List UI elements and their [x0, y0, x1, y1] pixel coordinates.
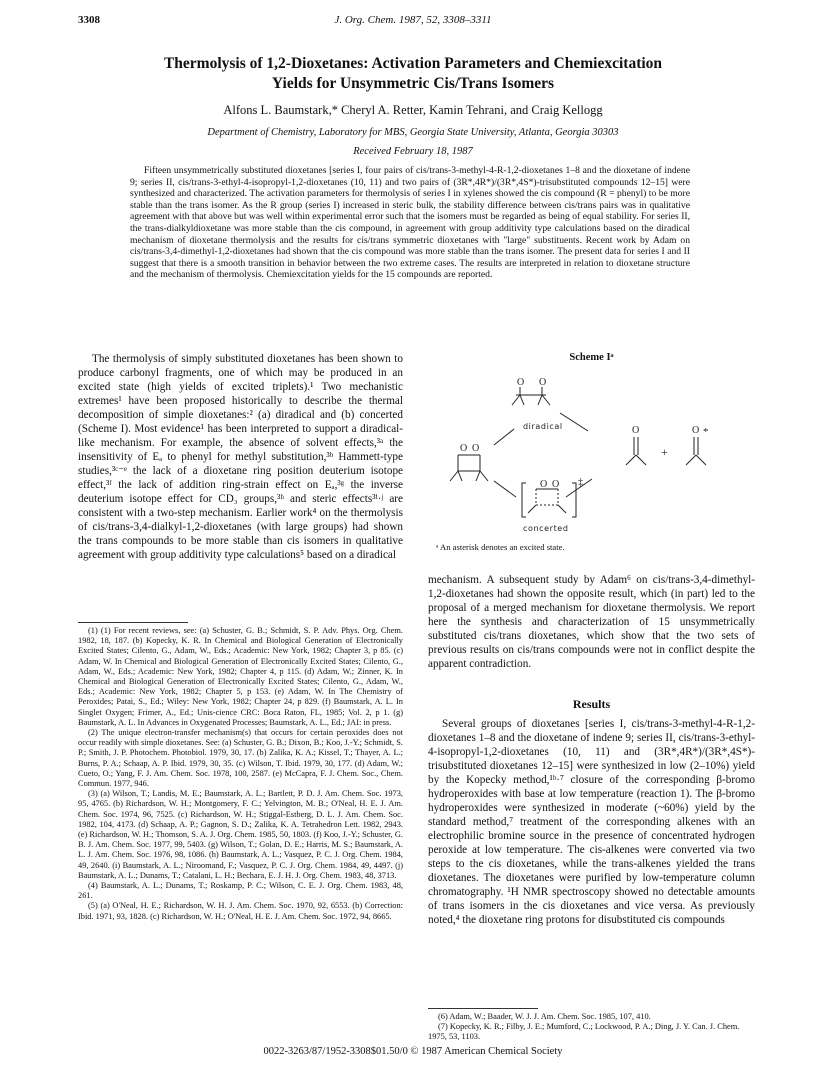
excited-state-star: * — [703, 426, 709, 438]
title-line-2: Yields for Unsymmetric Cis/Trans Isomers — [271, 75, 555, 92]
reference-item: (6) Adam, W.; Baader, W. J. J. Am. Chem. Soc. 1985, 107, 410. — [438, 1012, 651, 1021]
excited-carbonyl-product — [686, 437, 706, 465]
reference-item: (5) (a) O'Neal, H. E.; Richardson, W. H. J. Am. Chem. Soc. 1970, 92, 6553. (b) Correction: Ibid. 1971, 93, 1828. (c) Richardson, W. H.; O'Neal, H. E. J. Am. Chem. Soc. 1972, 94, 8665. — [78, 901, 403, 921]
scheme-title: Scheme Iᵃ — [569, 352, 614, 363]
received-date: Received February 18, 1987 — [353, 146, 473, 157]
dioxetane-reactant — [450, 455, 488, 481]
authors: Alfons L. Baumstark,* Cheryl A. Retter, Kamin Tehrani, and Craig Kellogg — [223, 103, 603, 117]
references-left — [78, 626, 403, 922]
reference-item: (4) Baumstark, A. L.; Dunams, T.; Roskamp, P. C.; Wilson, C. E. J. Org. Chem. 1983, 48, 261. — [78, 881, 403, 901]
svg-text:O: O — [539, 377, 547, 388]
arrow-to-diradical — [494, 429, 514, 445]
reference-item: (2) The unique electron-transfer mechanism(s) that occurs for certain peroxides does not occur readily with simple dioxetanes. See: (a) Schuster, G. B.; Dixon, B.; Koo, J.-Y.; Schmidt, S. P.; Smith, J. P. Photochem. Photobiol. 1979, 30, 17. (b) Zalika, K. A.; Kissel, T.; Thayer, A. L.; Burns, P. A.; Schaap, A. P. Ibid. 1979, 30, 35. (c) Wilson, T. Ibid. 1979, 30, 177. (d) Adam, W.; Cueto, O.; Yang, F. J. Am. Chem. Soc. 1978, 100, 2587. (e) McCapra, F. J. Chem. Soc., Chem. Commun. 1977, 946. — [78, 728, 403, 789]
article-title — [78, 54, 748, 94]
references-right — [428, 1012, 755, 1043]
concerted-label: concerted — [523, 524, 569, 533]
plus-sign: + — [661, 445, 668, 459]
svg-text:O: O — [540, 479, 548, 490]
svg-text:O: O — [472, 443, 480, 454]
right-column-text — [428, 573, 755, 671]
reference-item: (7) Kopecky, K. R.; Filby, J. E.; Mumford, C.; Lockwood, P. A.; Ding, J. Y. Can. J. Chem. 1975, 53, 1103. — [428, 1022, 740, 1042]
copyright-footer: 0022-3263/87/1952-3308$01.50/0 © 1987 American Chemical Society — [263, 1046, 563, 1057]
page-header — [78, 14, 748, 30]
svg-text:O: O — [460, 443, 468, 454]
footnote-divider-right — [428, 1008, 538, 1009]
diradical-label: diradical — [523, 422, 563, 431]
mechanism-paragraph: mechanism. A subsequent study by Adam⁶ on cis/trans-3,4-dimethyl-1,2-dioxetanes had shown the opposite result, which (in part) led to the proposal of a merged mechanism for dioxetane thermolysis. We report here the synthesis and characterization of 15 unsymmetrically substituted cis/trans dioxetanes, which show that the two sets of previous results on cis/trans compounds were not in conflict despite the apparent contradiction. — [428, 574, 755, 670]
svg-text:O: O — [552, 479, 560, 490]
concerted-transition-state — [522, 483, 576, 517]
journal-citation: J. Org. Chem. 1987, 52, 3308–3311 — [334, 14, 492, 26]
svg-text:O: O — [517, 377, 525, 388]
scheme-footnote: ᵃ An asterisk denotes an excited state. — [436, 542, 565, 552]
reference-item: (3) (a) Wilson, T.; Landis, M. E.; Baumstark, A. L.; Bartlett, P. D. J. Am. Chem. Soc. 1973, 95, 4765. (b) Richardson, W. H.; Montgomery, F. C.; Yelvington, M. B.; O'Neal, H. E. J. Am. Chem. Soc. 1974, 96, 7525. (c) Richardson, W. H.; Stiggal-Estberg, D. L. J. Am. Chem. Soc. 1982, 104, 4173. (d) Schaap, A. P.; Gagnon, S. D.; Zalika, K. A. Tetrahedron Lett. 1982, 2943. (e) Richardson, W. H.; Thomson, S. A. J. Org. Chem. 1985, 50, 1803. (f) Koo, J.-Y.; Schuster, G. B. J. Am. Chem. Soc. 1977, 99, 5403. (g) Wilson, T.; Golan, D. E.; Harris, M. S.; Baumstark, A. L. J. Am. Chem. Soc. 1976, 98, 1086. (h) Baumstark, A. L.; Vasquez, P. C. J. Org. Chem. 1984, 49, 2640. (i) Baumstark, A. L.; Niroomand, F.; Vasquez, P. C. J. Org. Chem. 1984, 49, 4497. (j) Baumstark, A. L.; Dunams, T.; Catalani, L. H.; Bechara, E. J. H. J. Org. Chem. 1983, 48, 3713. — [78, 789, 403, 880]
intro-paragraph: The thermolysis of simply substituted dioxetanes has been shown to produce carbonyl fragments, one of which may be produced in an excited state (high yields of excited triplets).¹ Two mechanistic extremes¹ have been proposed historically to describe the thermal decomposition of simple dioxetanes:² (a) diradical and (b) concerted (Scheme I). Most evidence¹ has been interpreted to support a diradical-like mechanism. For example, the absence of solvent effects,³ᵃ the insensitivity of Eₐ to phenyl for methyl substitution,³ᵇ Hammett-type studies,³ᶜ⁻ᵉ the lack of a dioxetane ring position deuterium isotope effect,³ᶠ the lack of addition ring-strain effect on Eₐ,³ᵍ the inverse deuterium isotope effect for CD₃ groups,³ʰ and steric effects³ⁱ·ʲ are consistent with a two-step mechanism. Earlier work⁴ on the thermolysis of cis/trans-3,4-dialkyl-1,2-dioxetanes (with large groups) had shown the trans compounds to be more stable than cis isomers in qualitative agreement with group additivity type calculations⁵ based on a diradical — [78, 353, 403, 561]
dagger-symbol: ‡ — [578, 477, 583, 488]
results-paragraph: Several groups of dioxetanes [series I, cis/trans-3-methyl-4-R-1,2-dioxetanes 1–8 and the dioxetane of indene 9; series II, cis/trans-3-ethyl-4-isopropyl-1,2-dioxetanes (10, 11) and (3R*,4R*)/(3R*,4S*)-trisubstituted dioxetanes 12–15] were synthesized in low (2–10%) yield by the Kopecky method,¹ᵇ·⁷ closure of the corresponding β-bromo hydroperoxides with base at low temperature (reaction 1). The β-bromo hydroperoxides were synthesized in moderate (~60%) yield by the standard method,⁷ treatment of the corresponding alkenes with an electrophilic bromine source in the presence of concentrated hydrogen peroxide at low temperature. The cis-alkenes were converted via two steps to the cis dioxetanes, while the trans-alkenes yielded the trans dioxetanes. The dioxetanes were purified by low-temperature column chromatography. ¹H NMR spectroscopy showed no detectable amounts of trans isomers in the cis dioxetanes and vice versa. As previously noted,⁴ the dioxetane ring protons for disubstituted cis compounds — [428, 718, 755, 926]
diradical-intermediate — [512, 387, 550, 405]
title-line-1: Thermolysis of 1,2-Dioxetanes: Activation Parameters and Chemiexcitation — [163, 55, 663, 72]
carbonyl-product — [626, 437, 646, 465]
reference-item: (1) (1) For recent reviews, see: (a) Schuster, G. B.; Schmidt, S. P. Adv. Phys. Org. Chem. 1982, 18, 187. (b) Kopecky, K. R. In Chemical and Biological Generation of Electronically Excited States; Cilento, G., Adam, W., Eds.; Academic: New York, 1982; Chapter 3, p 85. (c) Adam, W. In Chemical and Biological Generation of Electronically Excited States; Cilento, G., Adam, W., Eds.; Academic: New York, 1982; Chapter 4, p 115. (d) Adam, W.; Zinner, K. In Chemical and Biological Generation of Electronically Excited States; Cilento, G., Adam, W., Eds.; Academic: New York, 1982; Chapter 5, p 153. (e) Adam, W. In The Chemistry of Peroxides; Patai, S., Ed.; Wiley: New York, 1982; Chapter 24, p 829. (f) Baumstark, A. L. In Singlet Oxygen; Frimer, A., Ed.; Unis-cience CRC: Boca Raton, FL, 1985; Vol. 2, p 1. (g) Baumstark, A. L. In Advances in Oxygenated Processes; Baumstark, A. L., Ed.; JAI: in press. — [78, 626, 403, 727]
abstract: Fifteen unsymmetrically substituted dioxetanes [series I, four pairs of cis/trans-3-methyl-4-R-1,2-dioxetanes 1–8 and the dioxetane of indene 9; series II, cis/trans-3-ethyl-4-isopropyl-1,2-dioxetanes (10, 11) and two pairs of (3R*,4R*)/(3R*,4S*)-trisubstituted compounds 12–15] were synthesized and characterized. The activation parameters for thermolysis of series I in xylenes showed the cis compound (R = phenyl) to be more stable than the trans isomer. As the R group (series I) increased in steric bulk, the stability difference between cis/trans pairs was in qualitative agreement with that above but was well within experimental error such that the isomers must be regarded as being of equal stability. For series II, the trans-dialkyldioxetane was more stable than the cis compound, in agreement with group additivity type calculations based on the diradical mechanism of dioxetane thermolysis and the results for cis/trans symmetric dioxetanes with "large" substituents. Recent work by Adam on cis/trans-3,4-dimethyl-1,2-dioxetanes had shown that the cis compound was more stable than the trans isomer. The present data for series I and II suggest that there is a smooth transition in behavior between the two extreme cases. The results are interpreted in relation to dioxetane structure and the mechanism of thermolysis. Chemiexcitation yields for the 15 compounds are reported. — [130, 165, 690, 281]
results-heading: Results — [572, 697, 611, 711]
svg-text:O: O — [692, 425, 700, 436]
page-number: 3308 — [78, 14, 100, 26]
footnote-divider-left — [78, 622, 188, 623]
svg-text:O: O — [632, 425, 640, 436]
affiliation: Department of Chemistry, Laboratory for MBS, Georgia State University, Atlanta, Georgia 30303 — [207, 127, 619, 138]
left-column-text — [78, 352, 403, 562]
scheme-diagram — [428, 365, 755, 537]
